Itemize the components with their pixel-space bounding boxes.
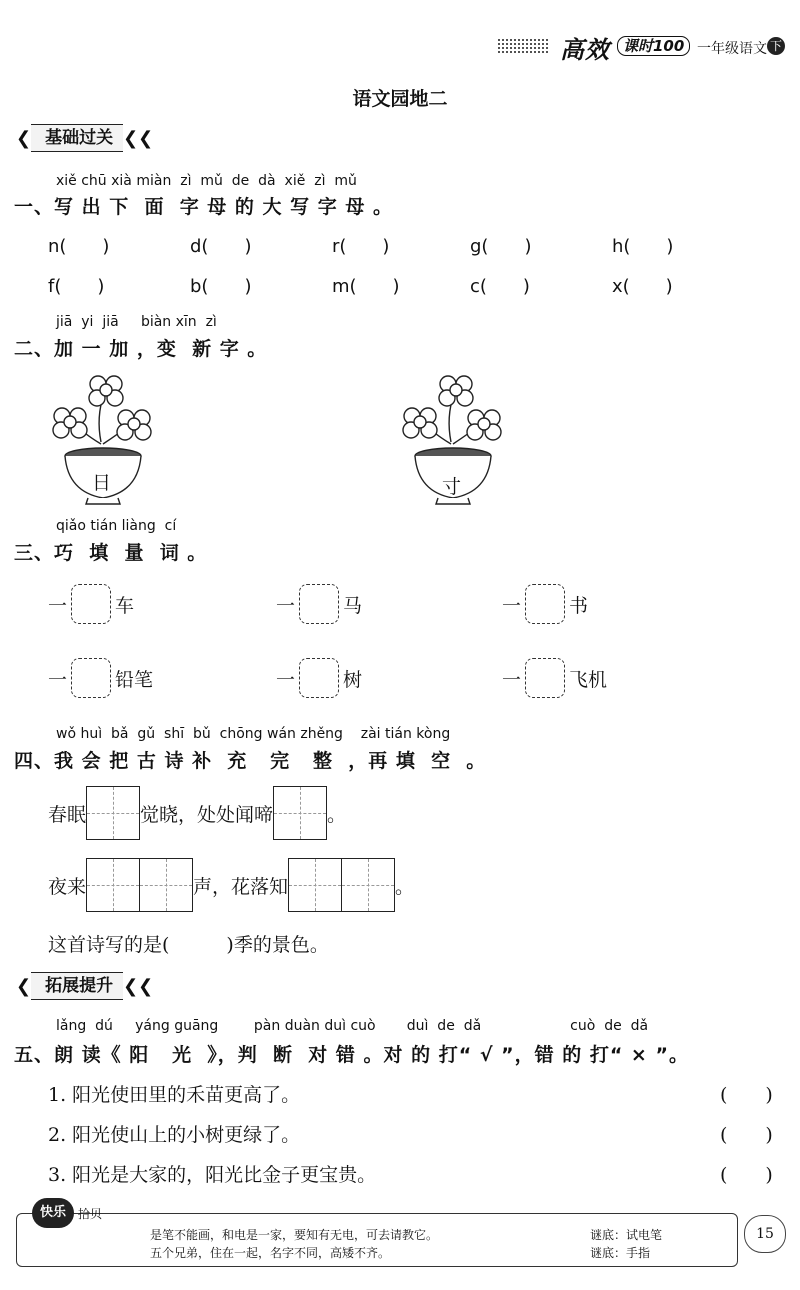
series-badge: 课时100 (617, 36, 690, 56)
pot-character: 日 (92, 472, 112, 494)
riddle-2: 五个兄弟，住在一起，名字不同，高矮不齐。 (150, 1246, 391, 1260)
riddle-2-answer: 谜底：手指 (590, 1246, 651, 1260)
measure-word-item: 一 书 (502, 584, 588, 624)
tianzige-box[interactable] (273, 786, 327, 840)
badge-suffix: 拾贝 (78, 1207, 103, 1221)
measure-word-item: 一 马 (276, 584, 362, 624)
section-extend (16, 972, 153, 1000)
tianzige-box[interactable] (140, 858, 193, 912)
judge-item-2: 2. 阳光使山上的小树更绿了。 (48, 1124, 301, 1146)
q5-pinyin: lǎng dú yáng guāng pàn duàn duì cuò duì de dǎ cuò de dǎ (56, 1018, 649, 1034)
riddle-1-answer: 谜底：试电笔 (590, 1228, 663, 1242)
grade-label: 一年级语文 (697, 41, 767, 57)
pot-character: 寸 (442, 476, 462, 498)
judge-blank[interactable]: ( ) (720, 1084, 773, 1106)
riddle-1: 是笔不能画，和电是一家，要知有无电，可去请教它。 (150, 1228, 439, 1242)
judge-blank[interactable]: ( ) (720, 1124, 773, 1146)
q1-item[interactable]: m( ) (332, 276, 400, 297)
judge-blank[interactable]: ( ) (720, 1164, 773, 1186)
answer-box[interactable] (71, 584, 111, 624)
page-number: 15 (744, 1215, 786, 1253)
flower-pot-1 (46, 372, 160, 508)
poem-line-1: 春眠 觉晓，处处闻啼 。 (48, 786, 346, 840)
measure-word-item: 一 车 (48, 584, 134, 624)
season-question[interactable]: 这首诗写的是( )季的景色。 (48, 934, 329, 956)
answer-box[interactable] (299, 658, 339, 698)
volume-badge: 下 (767, 37, 785, 55)
answer-box[interactable] (299, 584, 339, 624)
answer-box[interactable] (525, 658, 565, 698)
happy-badge: 快乐 (32, 1198, 74, 1228)
q1-item[interactable]: r( ) (332, 236, 390, 257)
q2-title: 二、加 一 加 ，变 新 字 。 (14, 338, 268, 360)
q4-title: 四、我 会 把 古 诗 补 充 完 整 ，再 填 空 。 (14, 750, 487, 772)
measure-word-item: 一 铅笔 (48, 658, 153, 698)
series-title: 高效 (560, 36, 610, 64)
measure-word-item: 一 飞机 (502, 658, 607, 698)
q3-title: 三、巧 填 量 词 。 (14, 542, 208, 564)
section-basic (16, 124, 153, 152)
chevron-left-icon: ❮ (16, 127, 32, 149)
q3-pinyin: qiǎo tián liàng cí (56, 518, 177, 534)
measure-word-item: 一 树 (276, 658, 362, 698)
chevron-left-icon: ❮❮ (123, 127, 154, 149)
tianzige-box[interactable] (288, 858, 342, 912)
q1-item[interactable]: f( ) (48, 276, 105, 297)
judge-item-1: 1. 阳光使田里的禾苗更高了。 (48, 1084, 301, 1106)
chevron-left-icon: ❮❮ (123, 975, 154, 997)
judge-item-3: 3. 阳光是大家的，阳光比金子更宝贵。 (48, 1164, 377, 1186)
q1-item[interactable]: h( ) (612, 236, 674, 257)
tianzige-box[interactable] (86, 858, 140, 912)
q2-pinyin: jiā yi jiā biàn xīn zì (56, 314, 217, 330)
section-extend-label: 拓展提升 (31, 972, 123, 1000)
tianzige-box[interactable] (342, 858, 395, 912)
header-decoration (497, 38, 549, 54)
q1-item[interactable]: x( ) (612, 276, 673, 297)
chevron-left-icon: ❮ (16, 975, 32, 997)
q1-item[interactable]: g( ) (470, 236, 532, 257)
q1-item[interactable]: n( ) (48, 236, 110, 257)
q5-title: 五、朗 读《 阳 光 》，判 断 对 错 。对 的 打“ √ ”，错 的 打“ × ”。 (14, 1044, 689, 1066)
q1-item[interactable]: b( ) (190, 276, 252, 297)
q4-pinyin: wǒ huì bǎ gǔ shī bǔ chōng wán zhěng zài tián kòng (56, 726, 451, 742)
q1-item[interactable]: c( ) (470, 276, 530, 297)
tianzige-box[interactable] (86, 786, 140, 840)
poem-line-2: 夜来 声，花落知 。 (48, 858, 414, 912)
flower-pot-2 (396, 372, 510, 508)
q1-pinyin: xiě chū xià miàn zì mǔ de dà xiě zì mǔ (56, 173, 357, 189)
page-title: 语文园地二 (352, 88, 448, 110)
section-basic-label: 基础过关 (31, 124, 123, 152)
answer-box[interactable] (71, 658, 111, 698)
answer-box[interactable] (525, 584, 565, 624)
q1-title: 一、写 出 下 面 字 母 的 大 写 字 母 。 (14, 196, 393, 218)
q1-item[interactable]: d( ) (190, 236, 252, 257)
